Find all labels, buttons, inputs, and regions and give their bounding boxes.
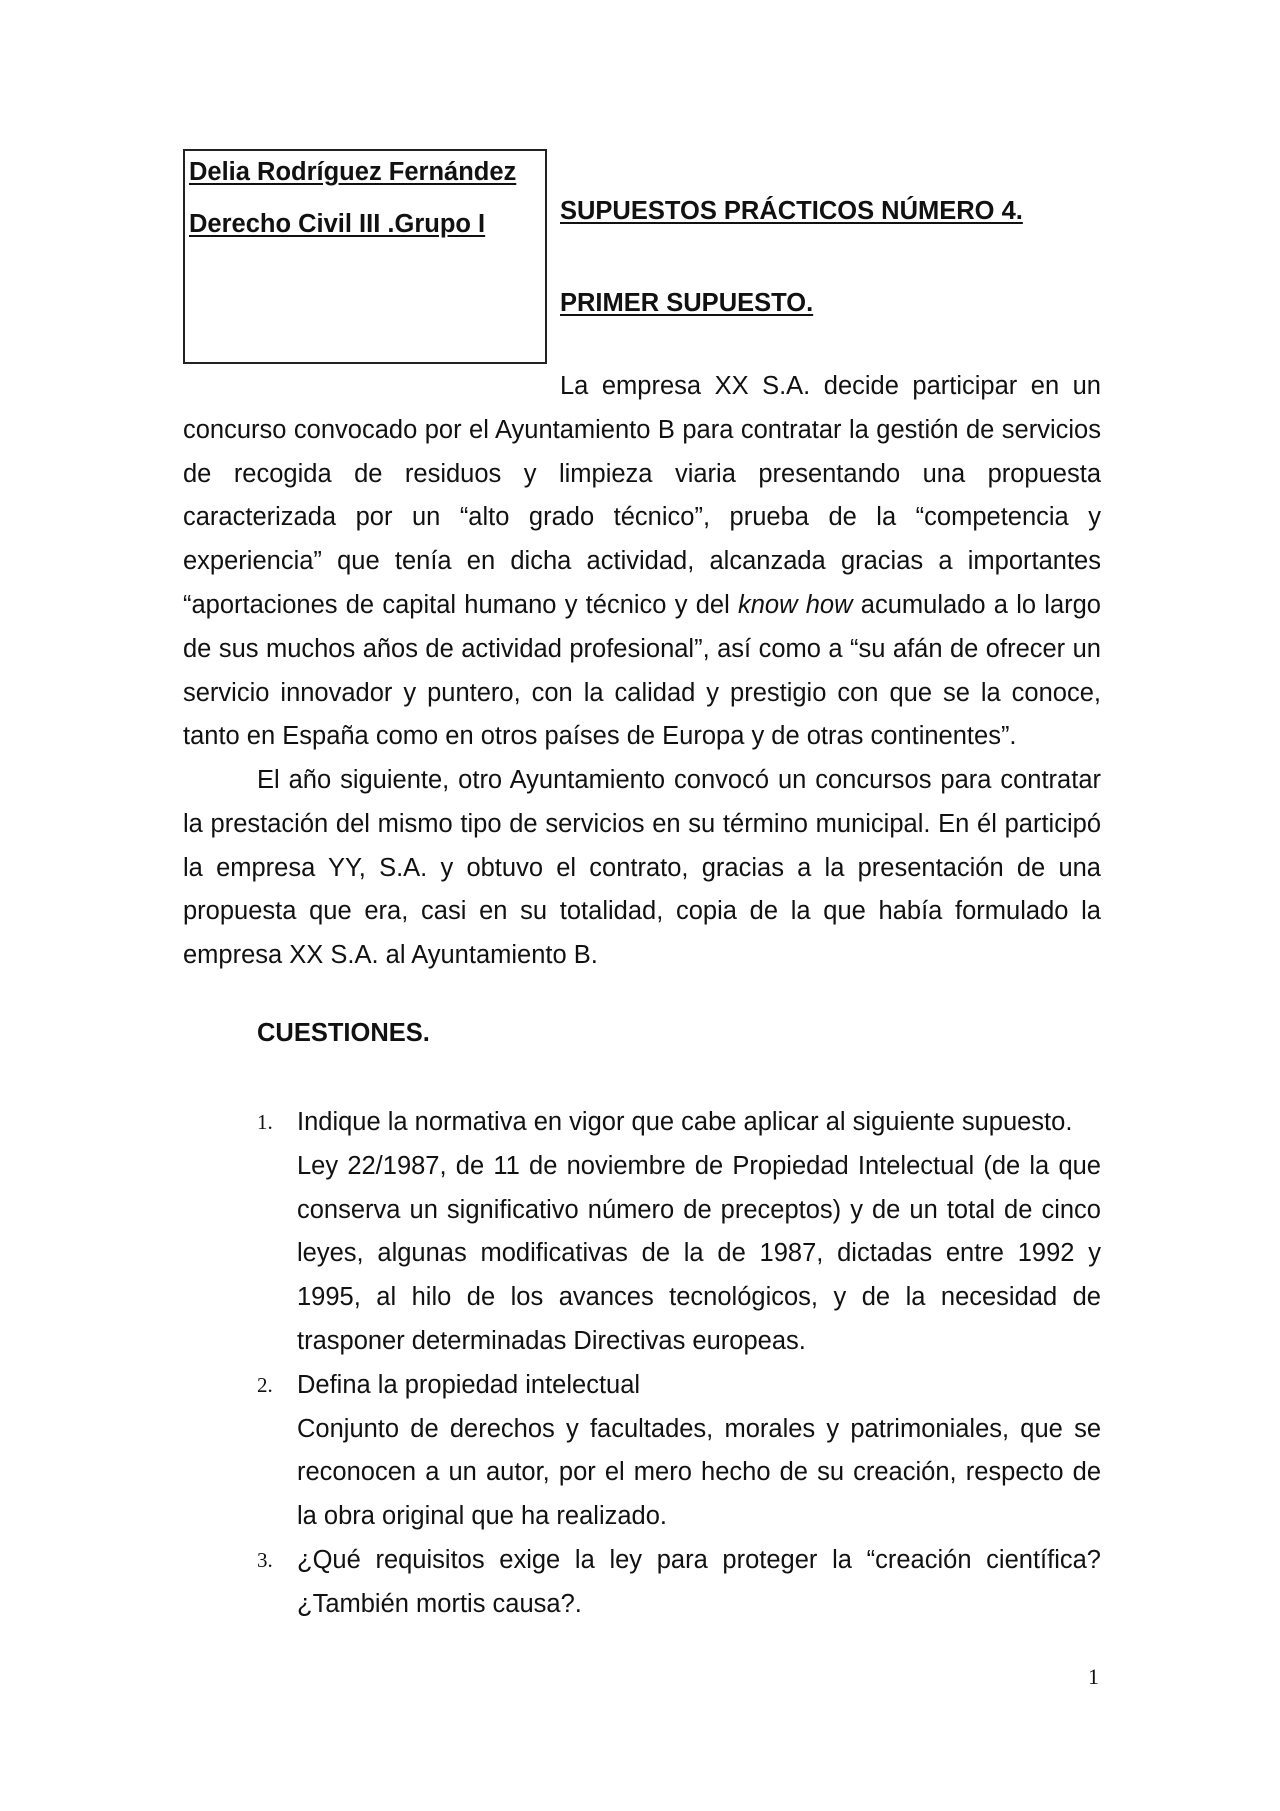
question-text: ¿Qué requisitos exige la ley para proteger la “creación científica? ¿También mortis causa?. xyxy=(297,1545,1101,1618)
question-number: 3. xyxy=(257,1547,273,1572)
paragraph-1-italic: know how xyxy=(737,590,853,619)
question-number: 2. xyxy=(257,1372,273,1397)
document-title: SUPUESTOS PRÁCTICOS NÚMERO 4. xyxy=(560,197,1023,225)
question-answer: Ley 22/1987, de 11 de noviembre de Propiedad Intelectual (de la que conserva un significativo número de preceptos) y de un total de cinco leyes, algunas modificativas de la de 1987, dictadas entre 1992 y 1995, al hilo de los avances tecnológicos, y de la necesidad de trasponer determinadas Directivas europeas. xyxy=(297,1151,1101,1355)
questions-list xyxy=(183,1101,1101,1627)
paragraph-1-part-b: acumulado a lo largo de sus muchos años de actividad profesional”, así como a “su afán de ofrecer un servicio innovador y puntero, con la calidad y prestigio con que se la conoce, tanto en España como en otros países de Europa y de otras continentes”. xyxy=(183,590,1101,751)
question-text: Indique la normativa en vigor que cabe aplicar al siguiente supuesto. xyxy=(297,1108,1073,1136)
questions-title: CUESTIONES. xyxy=(257,1019,430,1047)
question-answer: Conjunto de derechos y facultades, morales y patrimoniales, que se reconocen a un autor, por el mero hecho de su creación, respecto de la obra original que ha realizado. xyxy=(297,1414,1101,1531)
question-item-1 xyxy=(183,1101,1101,1364)
question-item-3 xyxy=(183,1539,1101,1627)
course-name: Derecho Civil III .Grupo I xyxy=(189,210,486,238)
section-title: PRIMER SUPUESTO. xyxy=(560,289,814,317)
author-name: Delia Rodríguez Fernández xyxy=(189,158,517,186)
paragraph-1-part-a: La empresa XX S.A. decide participar en un concurso convocado por el Ayuntamiento B para contratar la gestión de servicios de recogida de residuos y limpieza viaria presentando una propuesta caracterizada por un “alto grado técnico”, prueba de la “competencia y experiencia” que tenía en dicha actividad, alcanzada gracias a importantes “aportaciones de capital humano y técnico y del xyxy=(183,372,1101,619)
question-number: 1. xyxy=(257,1110,273,1134)
paragraph-2: El año siguiente, otro Ayuntamiento convocó un concursos para contratar la prestación del mismo tipo de servicios en su término municipal. En él participó la empresa YY, S.A. y obtuvo el contrato, gracias a la presentación de una propuesta que era, casi en su totalidad, copia de la que había formulado la empresa XX S.A. al Ayuntamiento B. xyxy=(183,766,1101,970)
page-number: 1 xyxy=(1088,1664,1099,1689)
paragraph-1 xyxy=(183,365,1101,759)
question-item-2 xyxy=(183,1364,1101,1539)
author-box xyxy=(183,149,547,364)
question-text: Defina la propiedad intelectual xyxy=(297,1370,641,1399)
